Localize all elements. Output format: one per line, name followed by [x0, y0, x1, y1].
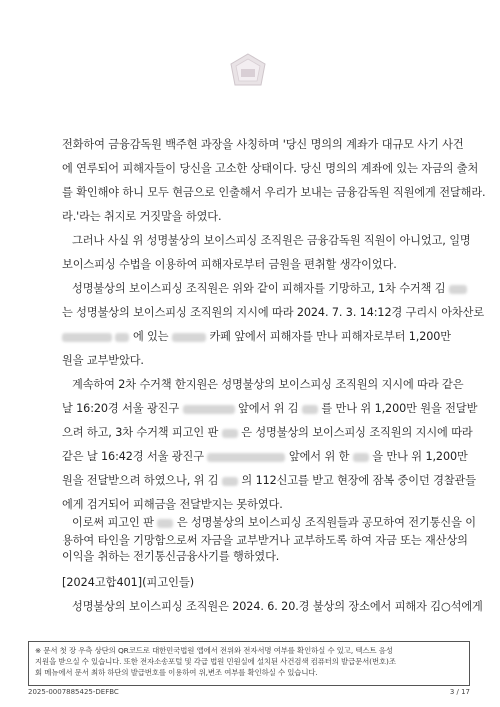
text-line	[72, 280, 467, 296]
text-line: 그러나 사실 위 성명불상의 보이스피싱 조직원은 금융감독원 직원이 아니었고, 일명	[72, 234, 471, 247]
text-line: 원을 교부받았다.	[62, 354, 144, 367]
text-segment: 원을 전달받으려 하였으나, 위 김	[62, 474, 219, 487]
case-heading: [2024고합401](피고인들)	[62, 576, 195, 589]
page-number: 3 / 17	[449, 688, 470, 696]
text-segment: 으려 하고, 3차 수거책 피고인 판	[62, 426, 219, 439]
text-line: 에게 검거되어 피해금을 전달받지는 못하였다.	[62, 498, 283, 511]
text-line	[62, 424, 473, 440]
text-line	[72, 514, 476, 530]
text-line: 에 연루되어 피해자들이 당신을 고소한 상태이다. 당신 명의의 계좌에 있는 자금의 출처	[62, 162, 479, 175]
text-line: 성명불상의 보이스피싱 조직원은 2024. 6. 20.경 불상의 장소에서 피해자 김○석에게	[72, 600, 483, 613]
redacted-name	[353, 453, 369, 462]
text-line	[62, 400, 477, 416]
court-seal-icon	[228, 52, 268, 88]
text-segment: 같은 날 16:42경 서울 광진구	[62, 450, 204, 463]
text-line	[62, 448, 468, 464]
document-id: 2025-0007885425-DEFBC	[28, 688, 119, 696]
text-segment: 은 성명불상의 보이스피싱 조직원들과 공모하여 전기통신을 이	[176, 516, 476, 529]
text-segment: 앞에서 위 한	[288, 450, 350, 463]
redacted-name	[302, 405, 318, 414]
text-segment: 을 만나 위 1,200만	[372, 450, 468, 463]
text-line: 라.'라는 취지로 거짓말을 하였다.	[62, 210, 222, 223]
text-segment: 앞에서 위 김	[238, 402, 299, 415]
notice-line: 회 메뉴에서 문서 최하 하단의 발급번호를 이용하여 위,변조 여부를 확인하실 수 있습니다.	[35, 668, 318, 677]
text-segment: 를 만나 위 1,200만 원을 전달받	[321, 402, 478, 415]
verification-notice	[28, 641, 470, 686]
text-segment: 성명불상의 보이스피싱 조직원은 위와 같이 피해자를 기망하고, 1차 수거책 김	[72, 282, 446, 295]
text-line	[62, 472, 476, 488]
text-line	[62, 328, 451, 344]
redacted-address	[183, 405, 235, 414]
text-segment: 에 있는	[132, 330, 169, 343]
text-line: 이익을 취하는 전기통신금융사기를 행하였다.	[62, 550, 280, 563]
notice-line: ※ 문서 첫 장 우측 상단의 QR코드로 대한민국법원 앱에서 전위와 전자서명 여부를 확인하실 수 있고, 텍스트 음성	[35, 646, 393, 655]
text-segment: 날 16:20경 서울 광진구	[62, 402, 180, 415]
redacted-address	[115, 333, 129, 342]
text-segment: 은 성명불상의 보이스피싱 조직원의 지시에 따라	[241, 426, 473, 439]
redacted-address	[62, 333, 112, 342]
text-segment: 카페 앞에서 피해자를 만나 피해자로부터 1,200만	[209, 330, 451, 343]
text-line: 계속하여 2차 수거책 한지원은 성명불상의 보이스피싱 조직원의 지시에 따라 같은	[72, 378, 464, 391]
redacted-place	[172, 333, 206, 342]
redacted-name	[157, 519, 173, 528]
text-line: 는 성명불상의 보이스피싱 조직원의 지시에 따라 2024. 7. 3. 14:12경 구리시 아차산로	[62, 306, 485, 319]
redacted-name	[222, 429, 238, 438]
text-segment: 이로써 피고인 판	[72, 516, 154, 529]
redacted-name	[449, 285, 467, 294]
text-segment: 의 112신고를 받고 현장에 잠복 중이던 경찰관들	[241, 474, 476, 487]
text-line: 보이스피싱 수법을 이용하여 피해자로부터 금원을 편취할 생각이었다.	[62, 258, 397, 271]
notice-line: 지원을 받으실 수 있습니다. 또한 전자소송포털 및 각급 법원 민원실에 설치된 사건검색 컴퓨터의 발급문서(번호)조	[35, 657, 396, 666]
redacted-address	[207, 453, 285, 462]
text-line: 용하여 타인을 기망함으로써 자금을 교부받거나 교부하도록 하여 자금 또는 재산상의	[62, 534, 468, 547]
text-line: 를 확인해야 하니 모두 현금으로 인출해서 우리가 보내는 금융감독원 직원에게 전달해라.	[62, 186, 486, 199]
redacted-name	[222, 477, 238, 486]
text-line: 전화하여 금융감독원 백주현 과장을 사칭하며 '당신 명의의 계좌가 대규모 사기 사건	[62, 138, 464, 151]
